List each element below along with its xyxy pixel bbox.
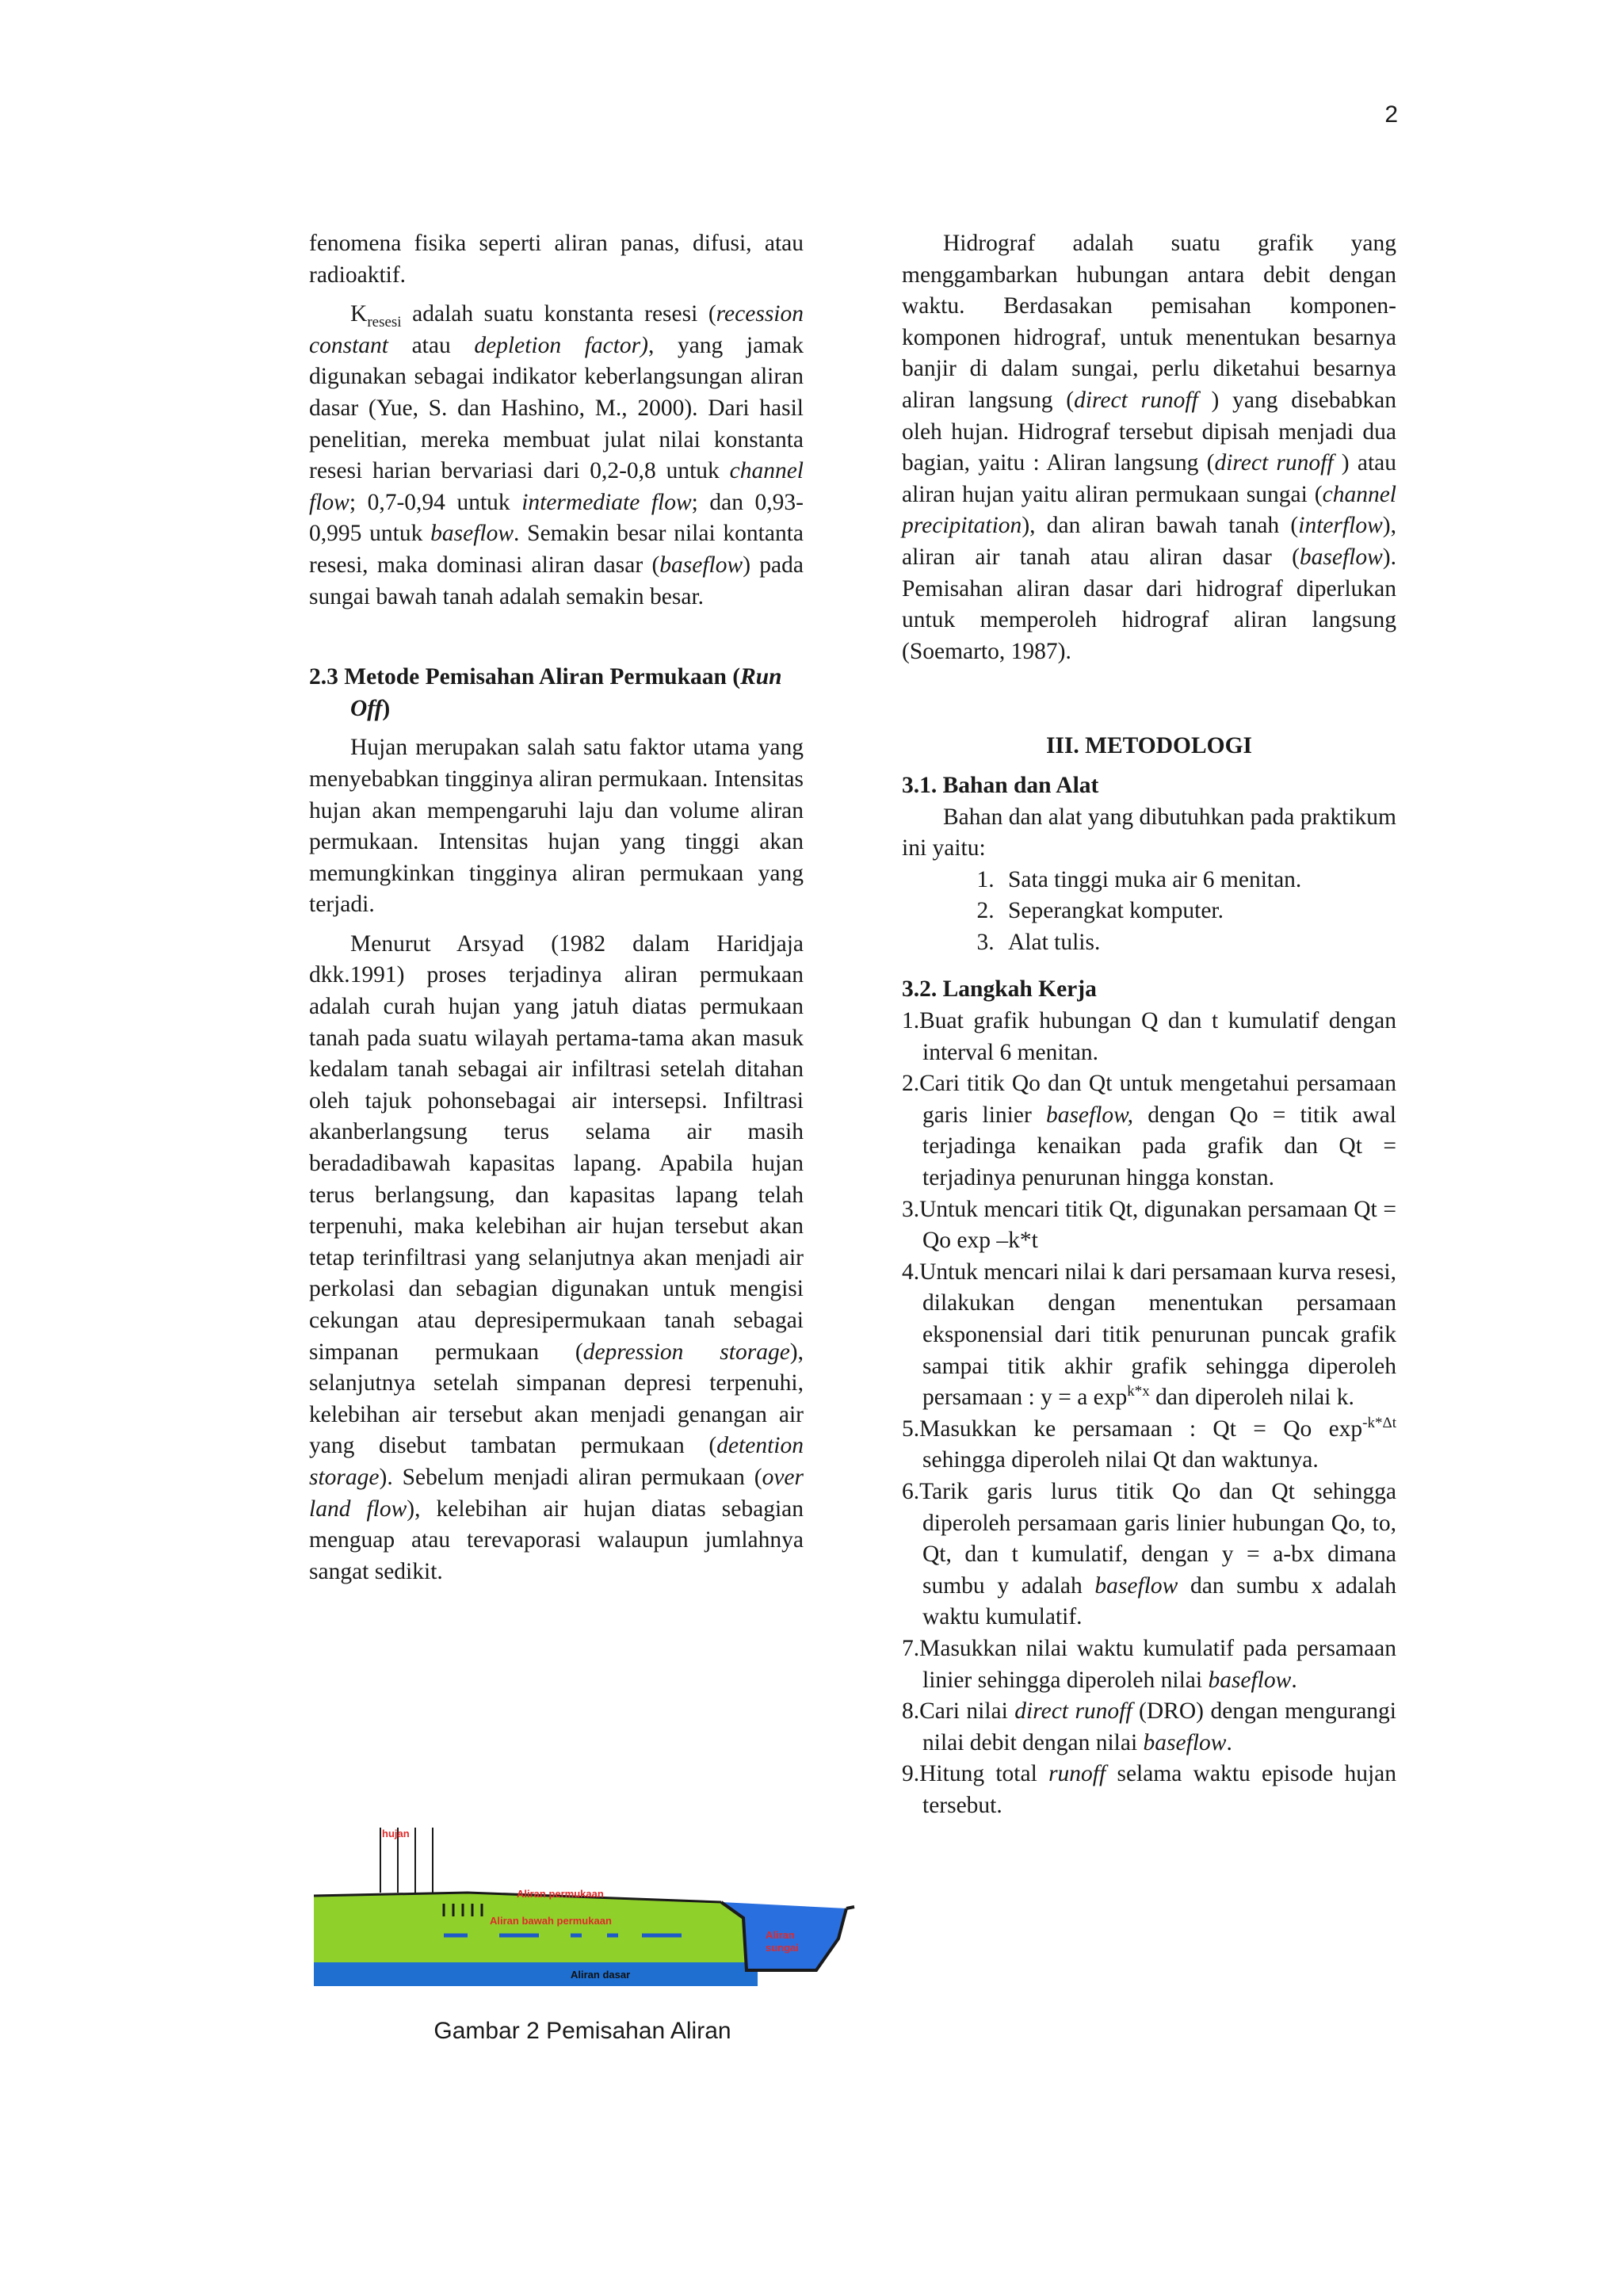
text-segment: 8.Cari nilai — [902, 1698, 1015, 1725]
steps-list — [902, 1006, 1403, 1821]
step-item — [902, 1414, 1403, 1477]
paragraph-kresesi — [309, 299, 810, 613]
superscript: k*x — [1127, 1383, 1150, 1400]
text-segment: . Semakin besar nilai kontanta resesi, maka dominasi aliran dasar ( — [309, 521, 810, 578]
step-item — [902, 1194, 1403, 1257]
text-segment: 6.Tarik garis lurus titik Qo dan Qt sehingga diperoleh persamaan garis linier hubungan Qo, to, Qt, dan t kumulatif, dengan y = a-bx dimana sumbu y adalah — [902, 1478, 1403, 1599]
text-segment: ), kelebihan air hujan diatas sebagian menguap atau terevaporasi walaupun jumlahnya sangat sedikit. — [309, 1496, 810, 1584]
italic-term: runoff — [1048, 1761, 1106, 1787]
page-number: 2 — [1384, 101, 1398, 128]
subscript: resesi — [367, 314, 402, 331]
text-segment: atau — [388, 332, 475, 358]
text-segment: ; dan 0,93-0,995 untuk — [309, 489, 804, 547]
left-column — [309, 228, 810, 1587]
text-segment: 5.Masukkan ke persamaan : Qt = Qo exp — [902, 1415, 1363, 1442]
italic-term: baseflow — [1299, 544, 1383, 570]
text-segment: ), aliran air tanah atau aliran dasar ( — [902, 513, 1403, 570]
section-heading-2-3 — [309, 662, 804, 724]
italic-term: intermediate flow — [521, 489, 692, 515]
italic-term: interflow — [1298, 513, 1383, 539]
paragraph-hidrograf — [902, 228, 1408, 667]
text-segment: ) yang disebabkan oleh hujan. Hidrograf tersebut dipisah menjadi dua bagian, yaitu : Aliran langsung ( — [902, 387, 1403, 476]
text-segment: , yang jamak digunakan sebagai indikator keberlangsungan aliran dasar (Yue, S. dan Hashino, M., 2000). Dari hasil penelitian, mereka membuat julat nilai konstanta resesi harian bervariasi dari 0,2-0,8 untuk — [309, 332, 810, 484]
step-item — [902, 1633, 1403, 1696]
tools-list — [902, 865, 1396, 959]
step-item — [902, 1006, 1403, 1068]
italic-term: depression storage — [582, 1339, 790, 1365]
paragraph-fenomena: fenomena fisika seperti aliran panas, difusi, atau radioaktif. — [309, 231, 804, 288]
superscript: -k*Δt — [1362, 1414, 1396, 1431]
italic-term: recession constant — [309, 301, 804, 358]
text-segment: dan diperoleh nilai k. — [1149, 1385, 1354, 1411]
italic-term: detention storage — [309, 1433, 804, 1490]
italic-term: direct runoff — [1214, 450, 1334, 476]
right-column — [902, 228, 1408, 1822]
step-item — [902, 1477, 1403, 1633]
text-segment: (DRO) dengan mengurangi nilai debit dengan nilai — [922, 1698, 1403, 1755]
text-segment: 4.Untuk mencari nilai k dari persamaan kurva resesi, dilakukan dengan menentukan persamaan eksponensial dari titik penurunan puncak grafik sampai titik akhir grafik sehingga diperoleh persamaan : y = a exp — [902, 1259, 1403, 1411]
text-segment: Menurut Arsyad (1982 dalam Haridjaja dkk.1991) proses terjadinya aliran permukaan adalah curah hujan yang jatuh diatas permukaan tanah pada suatu wilayah pertama-tama akan masuk kedalam tanah sebagai air infiltrasi setelah ditahan oleh tajuk pohonsebagai air intersepsi. Infiltrasi akanberlangsung terus selama air masih beradadibawah kapasitas lapang. Apabila hujan terus berlangsung, dan kapasitas lapang telah terpenuhi, maka kelebihan air hujan tersebut akan tetap terinfiltrasi yang selanjutnya akan menjadi air perkolasi dan sebagian digunakan untuk mengisi cekungan atau depresipermukaan tanah sebagai simpanan permukaan ( — [309, 930, 810, 1365]
italic-term: baseflow — [1094, 1572, 1178, 1599]
river-flow-label-2: sungai — [766, 1942, 799, 1954]
text-segment: selama waktu episode hujan tersebut. — [922, 1761, 1403, 1818]
tools-list-item: 1. Sata tinggi muka air 6 menitan. — [1000, 865, 1396, 896]
text-segment: dan sumbu x adalah waktu kumulatif. — [922, 1572, 1403, 1630]
subsurface-flow-label: Aliran bawah permukaan — [490, 1915, 612, 1927]
italic-term: baseflow, — [1045, 1102, 1134, 1128]
paragraph-bahan-alat: Bahan dan alat yang dibutuhkan pada praktikum ini yaitu: — [902, 804, 1396, 861]
baseflow-label: Aliran dasar — [571, 1969, 631, 1981]
text-segment: ) — [382, 695, 391, 721]
text-segment: 3.Untuk mencari titik Qt, digunakan persamaan Qt = Qo exp –k*t — [902, 1196, 1403, 1254]
tools-list-item: 2. Seperangkat komputer. — [1000, 896, 1396, 927]
river-bank — [846, 1907, 854, 1908]
tools-list-item: 3. Alat tulis. — [1000, 927, 1396, 959]
subsection-langkah-kerja: 3.2. Langkah Kerja — [902, 976, 1097, 1003]
text-segment: 2.3 Metode Pemisahan Aliran Permukaan ( — [309, 664, 741, 690]
text-segment: ; 0,7-0,94 untuk — [349, 489, 522, 515]
italic-term: direct runoff — [1014, 1698, 1132, 1725]
text-segment: ). Sebelum menjadi aliran permukaan ( — [379, 1464, 762, 1490]
bold-italic-term: Run Off — [350, 664, 782, 721]
text-segment: adalah suatu konstanta resesi ( — [401, 301, 716, 327]
text-segment: ) atau aliran hujan yaitu aliran permukaan sungai ( — [902, 450, 1403, 507]
text-segment: ). Pemisahan aliran dasar dari hidrograf diperlukan untuk memperoleh hidrograf aliran langsung (Soemarto, 1987). — [902, 544, 1408, 664]
step-item — [902, 1068, 1403, 1194]
river-flow-label-1: Aliran — [766, 1929, 795, 1941]
figure-caption: Gambar 2 Pemisahan Aliran — [433, 2018, 731, 2044]
section-title-metodologi: III. METODOLOGI — [1045, 733, 1253, 759]
paragraph-hujan: Hujan merupakan salah satu faktor utama yang menyebabkan tingginya aliran permukaan. Intensitas hujan akan mempengaruhi laju dan volume aliran permukaan. Intensitas hujan yang tinggi akan memungkinkan tingginya aliran permukaan yang terjadi. — [309, 735, 804, 918]
text-segment: 7.Masukkan nilai waktu kumulatif pada persamaan linier sehingga diperoleh nilai — [902, 1635, 1403, 1693]
text-segment: sehingga diperoleh nilai Qt dan waktunya. — [922, 1415, 1403, 1473]
text-segment: ), selanjutnya setelah simpanan depresi terpenuhi, kelebihan air tersebut akan menjadi genangan air yang disebut tambatan permukaan ( — [309, 1339, 810, 1459]
italic-term: channel precipitation — [902, 481, 1396, 539]
italic-term: over land flow — [309, 1464, 804, 1522]
italic-term: baseflow — [430, 521, 514, 547]
step-item — [902, 1759, 1403, 1821]
text-segment: . — [1226, 1729, 1232, 1755]
text-segment: dengan Qo = titik awal terjadinga kenaikan pada grafik dan Qt = terjadinya penurunan hingga konstan. — [922, 1102, 1403, 1191]
rain-label: hujan — [382, 1828, 410, 1839]
groundwater-layer — [314, 1962, 758, 1986]
paragraph-arsyad — [309, 929, 810, 1587]
italic-term: baseflow — [1208, 1667, 1292, 1693]
text-segment: Hidrograf adalah suatu grafik yang menggambarkan hubungan antara debit dengan waktu. Berdasakan pemisahan komponen-komponen hidrograf, untuk menentukan besarnya banjir di dalam sungai, perlu diketahui besarnya aliran langsung ( — [902, 231, 1403, 413]
text-segment: K — [350, 301, 368, 327]
text-segment: . — [1291, 1667, 1297, 1693]
runoff-diagram — [309, 1820, 856, 2010]
surface-flow-label: Aliran permukaan — [517, 1888, 604, 1900]
text-segment: 2.Cari titik Qo dan Qt untuk mengetahui persamaan garis linier — [902, 1071, 1403, 1128]
italic-term: channel flow — [309, 458, 804, 515]
figure-pemisahan-aliran — [309, 1820, 856, 2010]
text-segment: 1.Buat grafik hubungan Q dan t kumulatif dengan interval 6 menitan. — [902, 1008, 1403, 1065]
step-item — [902, 1696, 1403, 1759]
text-segment: 9.Hitung total — [902, 1761, 1049, 1787]
subsection-bahan-alat: 3.1. Bahan dan Alat — [902, 772, 1099, 798]
italic-term: baseflow — [659, 552, 743, 578]
text-segment: ) pada sungai bawah tanah adalah semakin besar. — [309, 552, 810, 609]
italic-term: baseflow — [1143, 1729, 1227, 1755]
text-segment: ), dan aliran bawah tanah ( — [1022, 513, 1299, 539]
italic-term: direct runoff — [1074, 387, 1198, 413]
italic-term: depletion factor) — [474, 332, 648, 358]
step-item — [902, 1257, 1403, 1414]
